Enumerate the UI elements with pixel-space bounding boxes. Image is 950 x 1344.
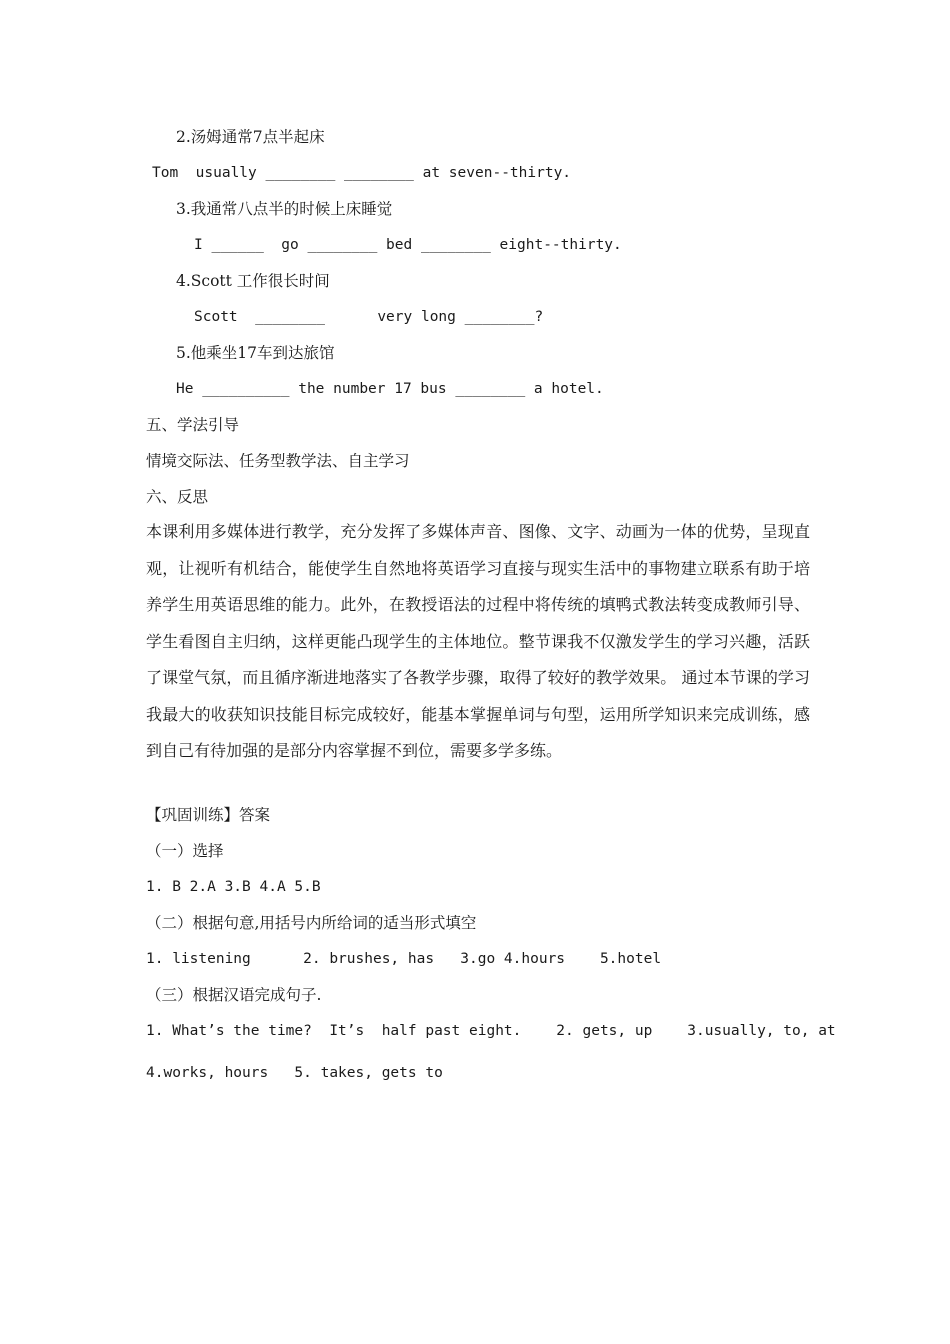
section-5-body: 情境交际法、任务型教学法、自主学习 bbox=[146, 452, 410, 470]
answers-part2-title: （二）根据句意,用括号内所给词的适当形式填空 bbox=[146, 914, 477, 932]
answers-part3-line2: 4.works, hours 5. takes, gets to bbox=[146, 1065, 443, 1081]
exercise-3-prompt: 3.我通常八点半的时候上床睡觉 bbox=[176, 200, 393, 218]
exercise-4-sentence: Scott ________ very long ________? bbox=[194, 309, 544, 325]
exercise-4-prompt: 4.Scott 工作很长时间 bbox=[176, 272, 330, 290]
exercise-2-prompt: 2.汤姆通常7点半起床 bbox=[176, 128, 325, 146]
answers-part1-title: （一）选择 bbox=[146, 842, 224, 860]
answers-part3-line1: 1. What’s the time? It’s half past eight. 2. gets, up 3.usually, to, at bbox=[146, 1023, 836, 1039]
section-6-heading: 六、反思 bbox=[146, 488, 209, 506]
exercise-5-sentence: He __________ the number 17 bus ________ a hotel. bbox=[176, 381, 604, 397]
answers-heading: 【巩固训练】答案 bbox=[146, 806, 271, 824]
exercise-3-sentence: I ______ go ________ bed ________ eight--thirty. bbox=[194, 237, 622, 253]
exercise-5-prompt: 5.他乘坐17车到达旅馆 bbox=[176, 344, 335, 362]
answers-part3-title: （三）根据汉语完成句子. bbox=[146, 986, 322, 1004]
answers-part1: 1. B 2.A 3.B 4.A 5.B bbox=[146, 879, 321, 895]
section-5-heading: 五、学法引导 bbox=[146, 416, 240, 434]
exercise-2-sentence: Tom usually ________ ________ at seven--thirty. bbox=[152, 165, 572, 181]
answers-part2: 1. listening 2. brushes, has 3.go 4.hours 5.hotel bbox=[146, 951, 662, 967]
section-6-body: 本课利用多媒体进行教学，充分发挥了多媒体声音、图像、文字、动画为一体的优势，呈现直观，让视听有机结合，能使学生自然地将英语学习直接与现实生活中的事物建立联系有助于培养学生用英语思维的能力。此外，在教授语法的过程中将传统的填鸭式教法转变成教师引导、学生看图自主归纳，这样更能凸现学生的主体地位。整节课我不仅激发学生的学习兴趣，活跃了课堂气氛，而且循序渐进地落实了各教学步骤，取得了较好的教学效果。 通过本节课的学习我最大的收获知识技能目标完成较好，能基本掌握单词与句型，运用所学知识来完成训练，感到自己有待加强的是部分内容掌握不到位，需要多学多练。 bbox=[146, 522, 810, 760]
